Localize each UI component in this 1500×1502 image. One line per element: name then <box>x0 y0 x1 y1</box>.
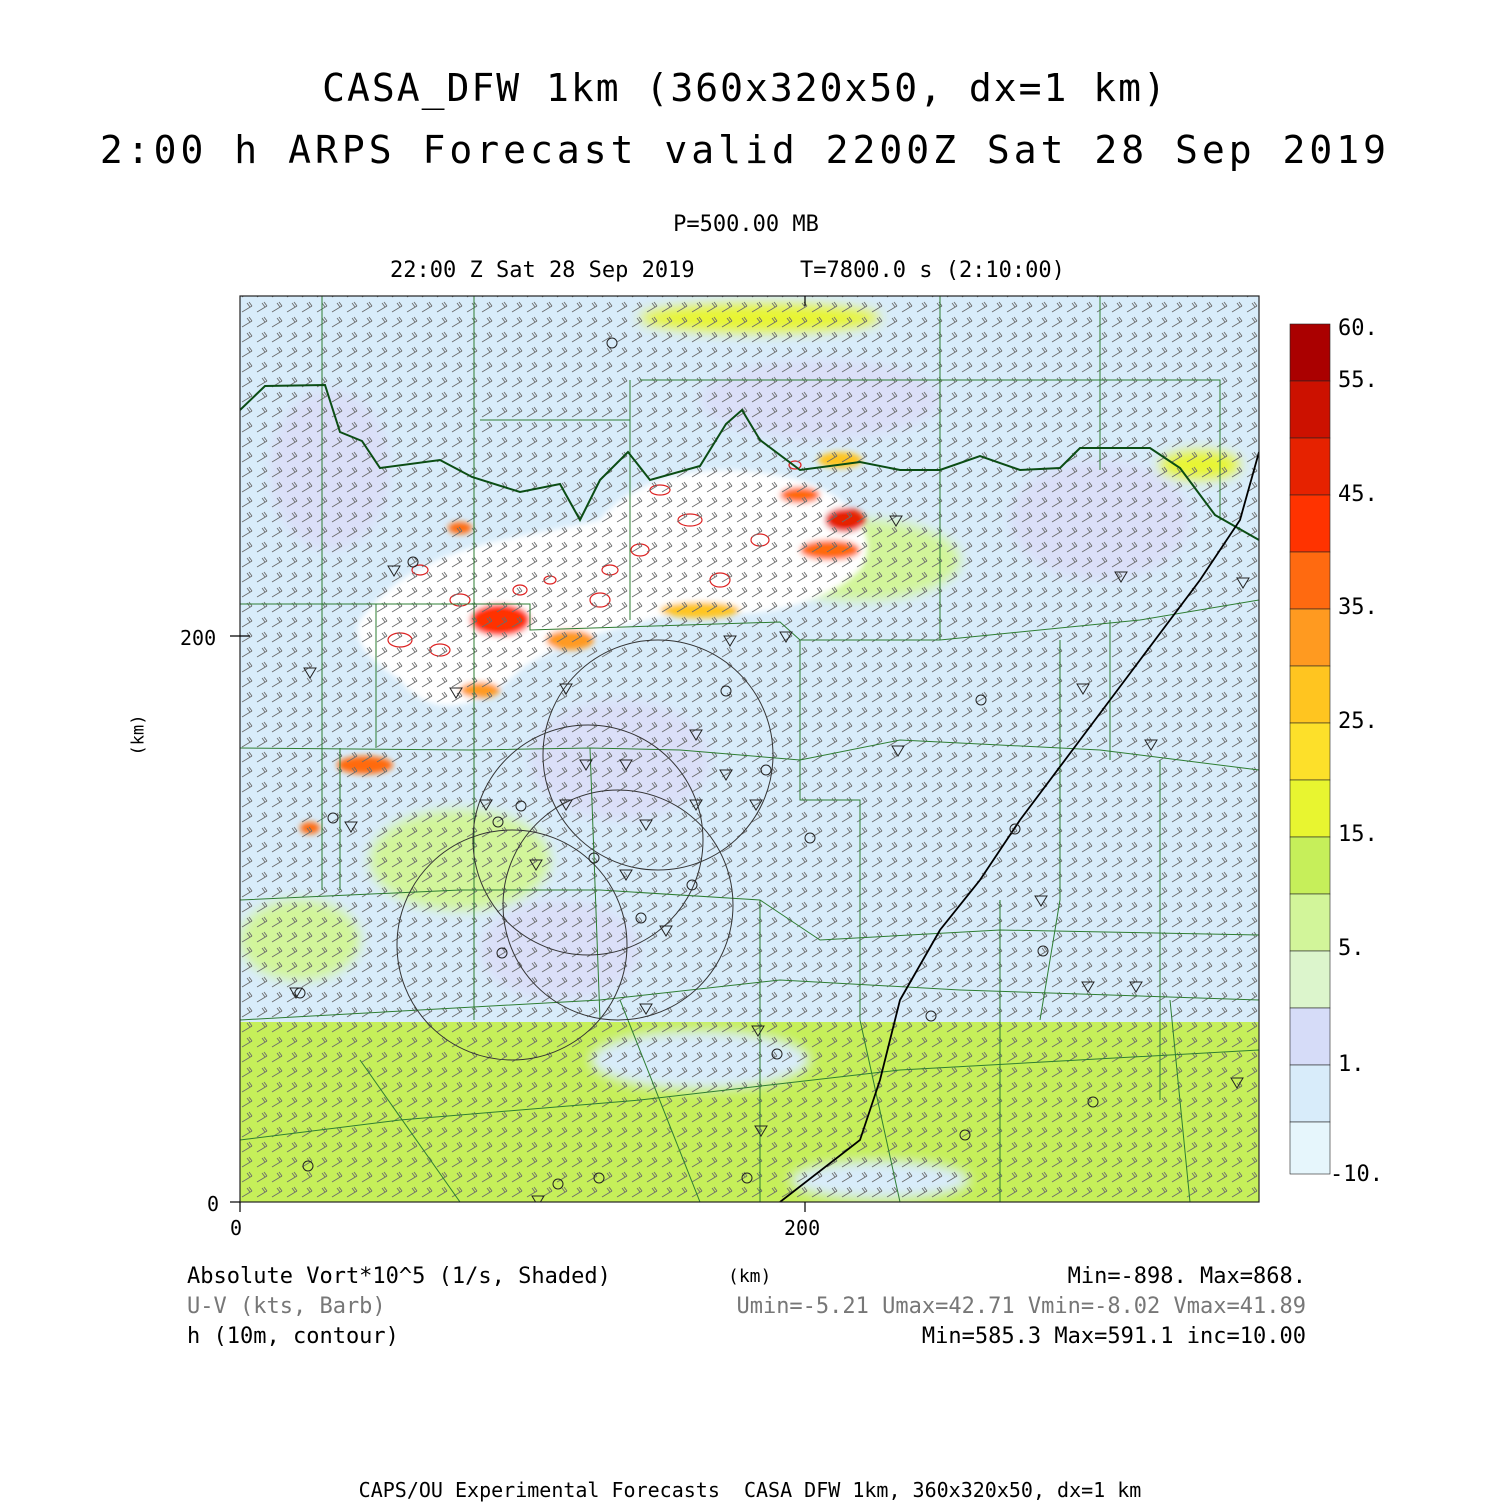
figure-title-line2: 2:00 h ARPS Forecast valid 2200Z Sat 28 Sep 2019 <box>99 128 1391 172</box>
field1-legend: Absolute Vort*10^5 (1/s, Shaded) <box>187 1264 611 1289</box>
y-axis-label: (km) <box>128 714 149 756</box>
valid-time-label: 22:00 Z Sat 28 Sep 2019 <box>390 258 695 283</box>
colorbar-label: 25. <box>1338 709 1378 734</box>
field3-stats: Min=585.3 Max=591.1 inc=10.00 <box>921 1324 1306 1349</box>
colorbar-label: 5. <box>1338 936 1365 961</box>
colorbar-label: 15. <box>1338 822 1378 847</box>
y-tick-200: 200 <box>180 626 217 650</box>
colorbar-label: 45. <box>1338 482 1378 507</box>
footer-credit: CAPS/OU Experimental Forecasts CASA DFW 1km, 360x320x50, dx=1 km <box>358 1478 1142 1502</box>
colorbar-label: -10. <box>1330 1162 1383 1187</box>
field1-stats: Min=-898. Max=868. <box>1067 1264 1306 1289</box>
colorbar-label: 55. <box>1338 368 1378 393</box>
field2-legend: U-V (kts, Barb) <box>187 1294 386 1319</box>
colorbar <box>1290 324 1330 1174</box>
y-tick-0: 0 <box>207 1192 220 1216</box>
field3-legend: h (10m, contour) <box>187 1324 399 1349</box>
field2-stats: Umin=-5.21 Umax=42.71 Vmin=-8.02 Vmax=41.89 <box>736 1294 1306 1319</box>
x-tick-200: 200 <box>784 1216 821 1240</box>
colorbar-label: 35. <box>1338 595 1378 620</box>
colorbar-label: 1. <box>1338 1052 1365 1077</box>
x-tick-0: 0 <box>230 1216 243 1240</box>
model-time-label: T=7800.0 s (2:10:00) <box>800 258 1065 283</box>
colorbar-label: 60. <box>1338 316 1378 341</box>
figure-title-line1: CASA_DFW 1km (360x320x50, dx=1 km) <box>322 66 1168 110</box>
pressure-level-label: P=500.00 MB <box>673 212 819 237</box>
x-axis-label: (km) <box>728 1266 772 1287</box>
shaded-vorticity-field <box>240 296 1259 1206</box>
